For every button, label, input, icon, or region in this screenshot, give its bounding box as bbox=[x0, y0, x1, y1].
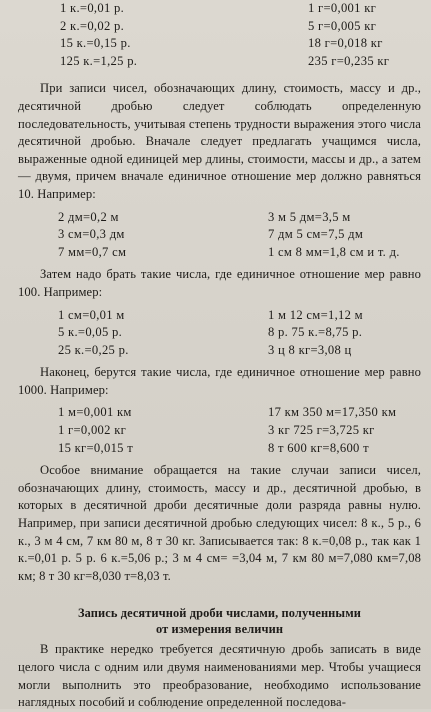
example-right: 8 р. 75 к.=8,75 р. bbox=[268, 325, 363, 340]
examples-ratio-10 bbox=[18, 209, 421, 262]
example-right: 1 см 8 мм=1,8 см и т. д. bbox=[268, 244, 400, 259]
example-right: 3 ц 8 кг=3,08 ц bbox=[268, 342, 352, 357]
example-right: 3 кг 725 г=3,725 кг bbox=[268, 423, 375, 438]
paragraph-practice: В практике нередко требуется десятичную дробь записать в виде целого числа с одним или двумя наименованиями мер. Чтобы учащиеся могли выполнить это преобразование, необходимо использование наглядных пособий и соблюдение определенной последова- bbox=[18, 642, 421, 710]
example-right: 3 м 5 дм=3,5 м bbox=[268, 209, 351, 224]
example-left: 5 к.=0,05 р. bbox=[58, 325, 123, 340]
example-right: 1 м 12 см=1,12 м bbox=[268, 307, 363, 322]
example-left: 1 г=0,002 кг bbox=[58, 423, 127, 438]
example-left: 7 мм=0,7 см bbox=[58, 244, 127, 259]
example-right: 18 г=0,018 кг bbox=[308, 36, 383, 51]
example-left: 1 см=0,01 м bbox=[58, 307, 125, 322]
example-left: 15 кг=0,015 т bbox=[58, 440, 134, 455]
example-left: 15 к.=0,15 р. bbox=[60, 36, 131, 51]
example-left: 3 см=0,3 дм bbox=[58, 227, 125, 242]
example-right: 235 г=0,235 кг bbox=[308, 53, 390, 68]
section-heading bbox=[18, 605, 421, 637]
example-left: 2 дм=0,2 м bbox=[58, 209, 119, 224]
example-left: 125 к.=1,25 р. bbox=[60, 53, 138, 68]
section-heading-line-1: Запись десятичной дроби числами, полученными bbox=[78, 606, 361, 621]
example-left: 2 к.=0,02 р. bbox=[60, 18, 125, 33]
example-right: 7 дм 5 см=7,5 дм bbox=[268, 227, 364, 242]
examples-kopeks-grams bbox=[18, 0, 421, 70]
paragraph-sequence: При записи чисел, обозначающих длину, стоимость, массу и др., десятичной дробью следует соблюдать определенную последовательность, учитывая степень трудности выражения этого числа десятичной дробью. Вначале следует предлагать учащимся числа, выраженные одной единицей мер длины, стоимости, массы и др., а затем — двумя, причем вначале единичное отношение мер должно равняться 10. Например: bbox=[18, 81, 421, 201]
examples-ratio-1000 bbox=[18, 404, 421, 457]
example-right: 8 т 600 кг=8,600 т bbox=[268, 440, 369, 455]
paragraph-ratio-1000: Наконец, берутся такие числа, где единичное отношение мер равно 1000. Например: bbox=[18, 365, 421, 397]
examples-ratio-100 bbox=[18, 307, 421, 360]
example-right: 1 г=0,001 кг bbox=[308, 1, 377, 15]
example-right: 17 км 350 м=17,350 км bbox=[268, 405, 397, 420]
section-heading-line-2: от измерения величин bbox=[155, 622, 284, 637]
paragraph-ratio-100: Затем надо брать такие числа, где единичное отношение мер равно 100. Например: bbox=[18, 267, 421, 299]
example-left: 25 к.=0,25 р. bbox=[58, 342, 129, 357]
example-right: 5 г=0,005 кг bbox=[308, 18, 377, 33]
example-left: 1 к.=0,01 р. bbox=[60, 1, 125, 15]
paragraph-zero-places: Особое внимание обращается на такие случаи записи чисел, обозначающих длину, стоимость, массу и др., десятичной дробью, в которых в десятичной дроби десятичные доли разряда равны нулю. Например, при записи десятичной дробью следующих чисел: 8 к., 5 р., 6 к., 3 м 4 см, 7 км 80 м, 8 т 30 кг. Записывается так: 8 к.=0,08 р., так как 1 к.=0,01 р. 5 р. 6 к.=5,06 р.; 3 м 4 см= =3,04 м, 7 км 80 м=7,080 км=7,08 км; 8 т 30 кг=8,030 т=8,03 т. bbox=[18, 463, 421, 583]
example-left: 1 м=0,001 км bbox=[58, 405, 132, 420]
